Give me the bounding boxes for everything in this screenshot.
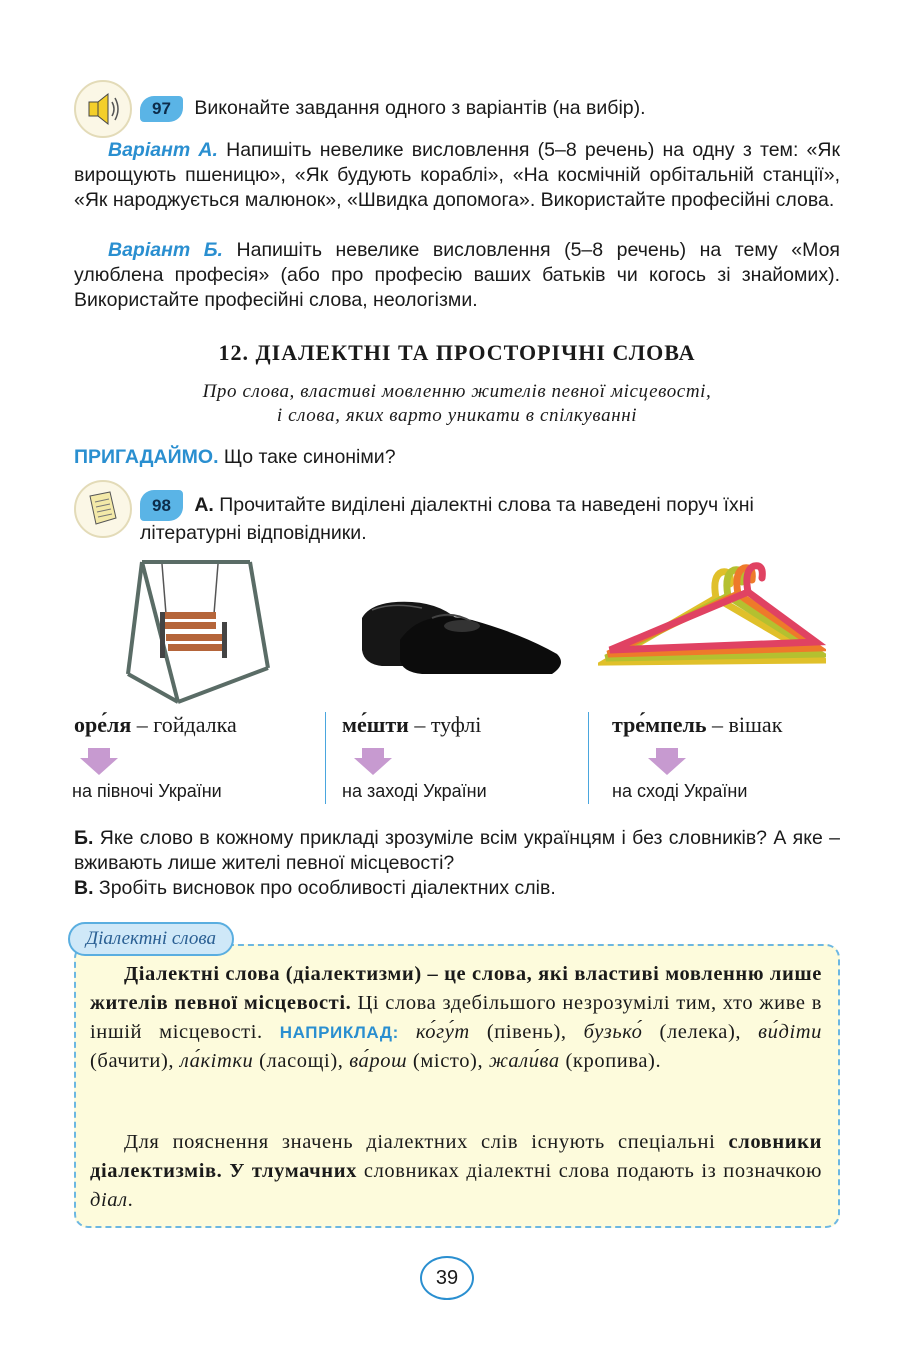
swing-image bbox=[118, 556, 278, 706]
variant-b-label: Варіант Б. bbox=[108, 239, 223, 261]
dialect-word: ме́шти bbox=[342, 712, 409, 737]
variant-b-text: Напишіть невелике висловлення (5–8 речень) на тему «Моя улюблена професія» (або про професію ваших батьків чи когось зі знайомих). Використайте професійні слова, неологізми. bbox=[74, 239, 840, 311]
dash: – bbox=[408, 712, 431, 737]
example-word: ва́рош bbox=[349, 1050, 408, 1072]
rule-text: Для пояснення значень діалектних слів існують спеціальні bbox=[124, 1131, 729, 1153]
dialect-word: тре́мпель bbox=[612, 712, 707, 737]
section-subtitle bbox=[74, 380, 840, 428]
exercise-97-header bbox=[140, 96, 646, 122]
rule-text: словниках діалектні слова подають із позначкою bbox=[357, 1160, 823, 1182]
region-label: на півночі України bbox=[72, 781, 222, 801]
recall-text: Що таке синоніми? bbox=[223, 446, 396, 468]
example-word: жали́ва bbox=[488, 1050, 560, 1072]
dash: – bbox=[706, 712, 729, 737]
example-gloss: (півень), bbox=[469, 1021, 584, 1043]
rule-bold: У тлумачних bbox=[229, 1160, 357, 1182]
part-c-text: Зробіть висновок про особливості діалектних слів. bbox=[98, 877, 556, 899]
part-b-label: Б. bbox=[74, 827, 94, 849]
part-b-paragraph bbox=[74, 826, 840, 876]
variant-b-paragraph bbox=[74, 238, 840, 313]
literary-word: вішак bbox=[728, 712, 783, 737]
audio-icon bbox=[74, 80, 132, 138]
example-gloss: (бачити), bbox=[90, 1050, 180, 1072]
example-gloss: (лелека), bbox=[642, 1021, 759, 1043]
exercise-number: 98 bbox=[140, 490, 183, 521]
part-a-text: Прочитайте виділені діалектні слова та наведені поруч їхні літературні відповідники. bbox=[140, 494, 754, 544]
column-divider bbox=[588, 712, 589, 804]
example-gloss: (місто), bbox=[407, 1050, 489, 1072]
word-pair-3 bbox=[612, 712, 782, 738]
rule-paragraph-1 bbox=[90, 960, 822, 1076]
rule-definition: Діалектні слова (діалектизми) – це слова, які властиві мовленню лише жителів певної місцевості. bbox=[90, 963, 822, 1014]
variant-a-label: Варіант А. bbox=[108, 139, 218, 161]
recall-line bbox=[74, 446, 396, 469]
rule-text: Ці слова здебільшого незрозумілі тим, хто живе в іншій місцевості. bbox=[90, 992, 822, 1043]
variant-a-paragraph bbox=[74, 138, 840, 213]
literary-word: туфлі bbox=[430, 712, 482, 737]
example-word: ви́діти bbox=[758, 1021, 822, 1043]
part-b-text: Яке слово в кожному прикладі зрозуміле всім українцям і без словників? А яке – вживають лише жителі певної місцевості? bbox=[74, 827, 840, 874]
part-c-paragraph bbox=[74, 876, 840, 901]
rule-text: . bbox=[127, 1189, 134, 1211]
page-number: 39 bbox=[420, 1256, 474, 1300]
exercise-number: 97 bbox=[140, 96, 183, 122]
subtitle-line-2: і слова, яких варто уникати в спілкуванні bbox=[276, 405, 638, 426]
exercise-98-header bbox=[140, 490, 840, 546]
example-gloss: (кропива). bbox=[559, 1050, 662, 1072]
word-pair-1 bbox=[74, 712, 237, 738]
region-label: на заході України bbox=[342, 781, 487, 801]
dash: – bbox=[131, 712, 154, 737]
word-pair-2 bbox=[342, 712, 481, 738]
part-c-label: В. bbox=[74, 877, 94, 899]
section-title: 12. ДІАЛЕКТНІ ТА ПРОСТОРІЧНІ СЛОВА bbox=[218, 340, 696, 365]
arrow-down-icon bbox=[80, 748, 120, 776]
rule-mark: діал bbox=[90, 1189, 128, 1211]
example-word: ко́гу́т bbox=[415, 1021, 470, 1043]
region-label: на сході України bbox=[612, 781, 748, 801]
recall-label: ПРИГАДАЙМО. bbox=[74, 446, 219, 468]
dialect-word: оре́ля bbox=[74, 712, 132, 737]
literary-word: гойдалка bbox=[153, 712, 237, 737]
column-divider bbox=[325, 712, 326, 804]
rule-tag: Діалектні слова bbox=[68, 922, 234, 956]
shoes-image bbox=[352, 580, 567, 690]
notebook-icon bbox=[74, 480, 132, 538]
rule-paragraph-2 bbox=[90, 1128, 822, 1215]
subtitle-line-1: Про слова, властиві мовленню жителів певної місцевості, bbox=[202, 381, 712, 402]
exercise-prompt: Виконайте завдання одного з варіантів (на вибір). bbox=[194, 97, 646, 119]
arrow-down-icon bbox=[648, 748, 688, 776]
rule-bold: словники діалектизмів. bbox=[90, 1131, 822, 1182]
arrow-down-icon bbox=[354, 748, 394, 776]
variant-a-text: Напишіть невелике висловлення (5–8 речень) на одну з тем: «Як вирощують пшеницю», «Як будують кораблі», «На космічній орбітальній станції», «Як народжується малюнок», «Швидка допомога». Використайте професійні слова. bbox=[74, 139, 841, 211]
example-word: бузько́ bbox=[583, 1021, 643, 1043]
example-label: НАПРИКЛАД: bbox=[279, 1023, 399, 1042]
part-a-label: А. bbox=[194, 494, 214, 516]
hangers-image bbox=[598, 562, 826, 677]
example-gloss: (ласощі), bbox=[253, 1050, 350, 1072]
example-word: ла́кітки bbox=[179, 1050, 254, 1072]
